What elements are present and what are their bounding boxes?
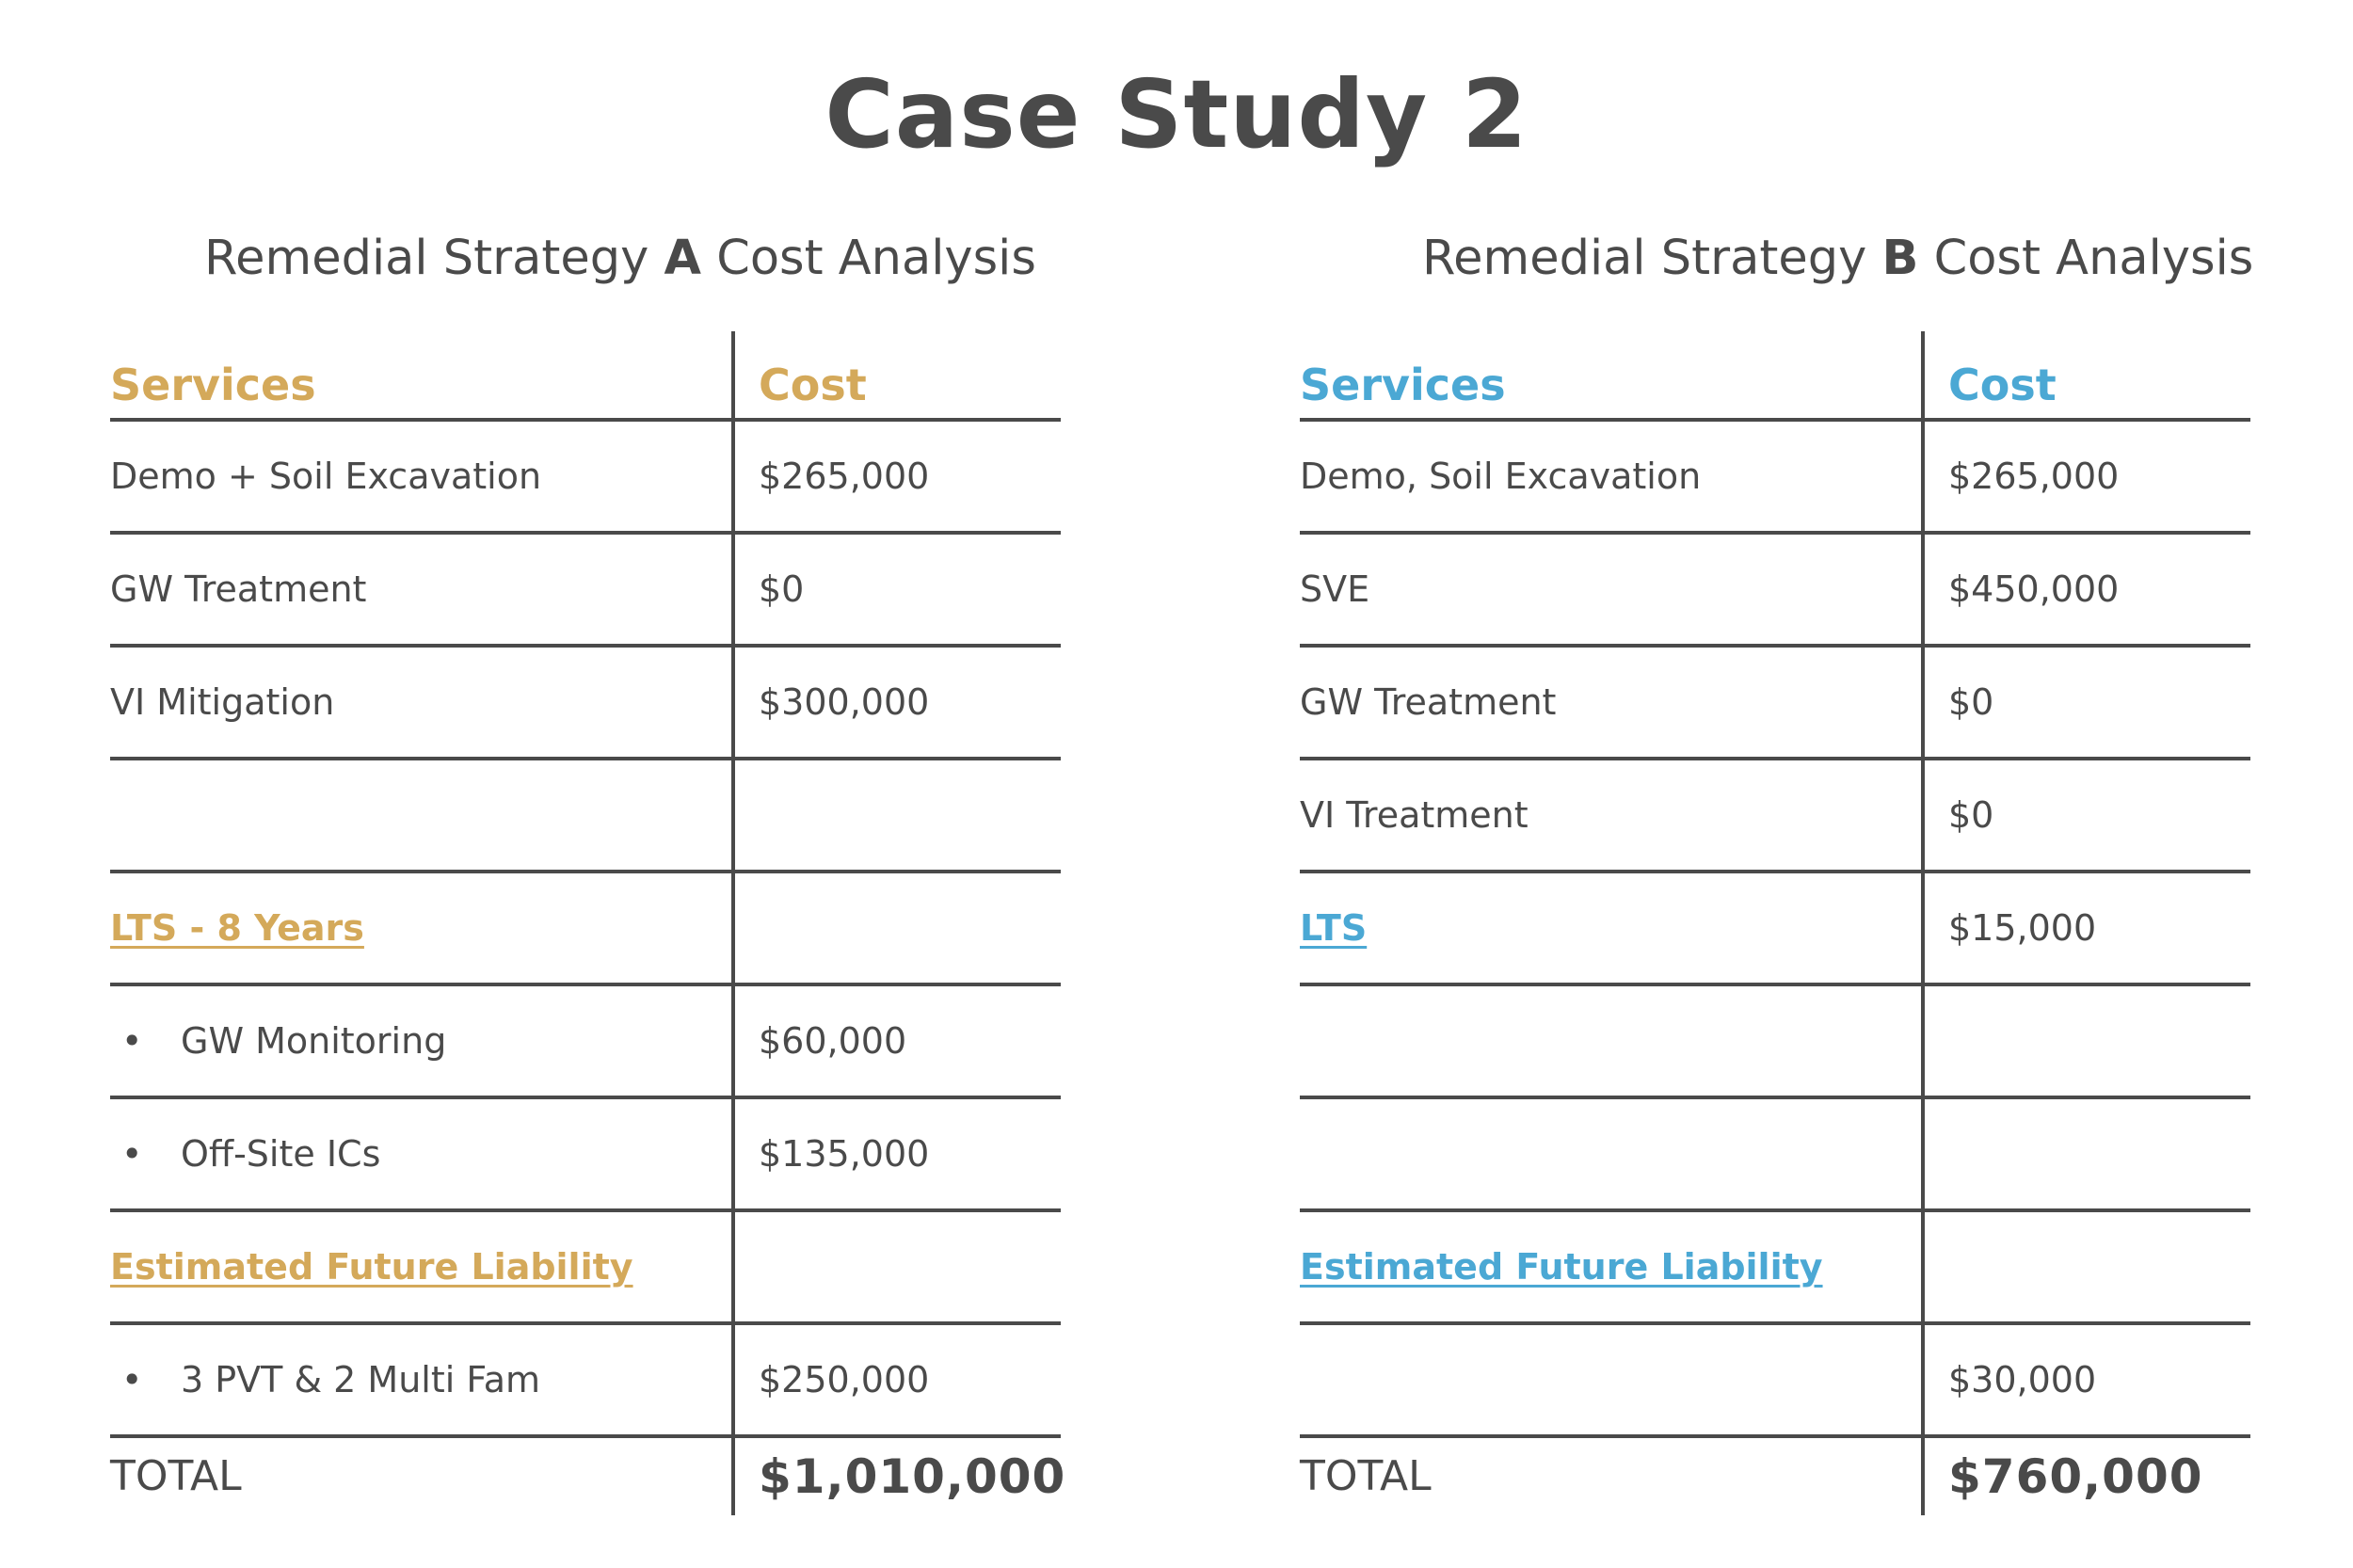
service-cell [1300,1325,1912,1434]
future-liability-link[interactable]: Estimated Future Liability [1300,1246,1823,1288]
cost-cell [1948,1099,2249,1208]
column-divider [1921,331,1925,1515]
future-liability-link[interactable]: Estimated Future Liability [110,1246,633,1288]
cost-cell: $30,000 [1948,1359,2097,1400]
table-header-row [110,331,1061,418]
service-cell: GW Monitoring [181,1020,447,1062]
cost-cell: $0 [1948,794,1994,836]
cost-cell: $250,000 [759,1359,930,1400]
heading-prefix: Remedial Strategy [1422,231,1867,286]
cost-cell: $0 [1948,681,1994,723]
cost-cell: $60,000 [759,1020,907,1062]
total-label: TOTAL [1300,1452,1432,1500]
cost-cell [759,873,1060,983]
cost-cell: $135,000 [759,1133,930,1175]
service-cell: VI Treatment [1300,794,1529,836]
heading-suffix: Cost Analysis [1933,231,2254,286]
service-cell: Demo, Soil Excavation [1300,456,1702,497]
strategy-b-cost-table [1300,331,2250,1515]
service-cell: GW Treatment [110,568,367,610]
service-cell [1300,986,1912,1096]
service-cell: SVE [1300,568,1370,610]
lts-section-link[interactable]: LTS [1300,907,1368,949]
total-value: $760,000 [1948,1449,2203,1504]
column-header-services: Services [110,360,316,410]
lts-section-link[interactable]: LTS - 8 Years [110,907,364,949]
heading-letter: A [664,231,701,286]
service-cell: GW Treatment [1300,681,1557,723]
page-title: Case Study 2 [824,59,1529,169]
cost-cell: $265,000 [1948,456,2120,497]
column-header-cost: Cost [1948,360,2057,410]
column-header-services: Services [1300,360,1506,410]
heading-suffix: Cost Analysis [716,231,1036,286]
heading-prefix: Remedial Strategy [204,231,649,286]
bullet-icon: • [121,1020,143,1062]
total-value: $1,010,000 [759,1449,1066,1504]
service-cell: Off-Site ICs [181,1133,381,1175]
service-cell: VI Mitigation [110,681,335,723]
service-cell: 3 PVT & 2 Multi Fam [181,1359,541,1400]
cost-cell: $450,000 [1948,568,2120,610]
cost-cell: $15,000 [1948,907,2097,949]
strategy-a-cost-table [110,331,1066,1515]
total-label: TOTAL [110,1452,242,1500]
cost-cell: $265,000 [759,456,930,497]
service-cell: Demo + Soil Excavation [110,456,542,497]
bullet-icon: • [121,1133,143,1175]
cost-cell [1948,986,2249,1096]
bullet-icon: • [121,1359,143,1400]
cost-cell: $0 [759,568,805,610]
strategy-a-heading [204,226,1036,292]
table-header-row [1300,331,2250,418]
column-divider [731,331,735,1515]
cost-cell [1948,1212,2249,1321]
cost-cell [759,760,1060,870]
column-header-cost: Cost [759,360,867,410]
heading-letter: B [1881,231,1919,286]
strategy-b-heading [1422,226,2253,292]
cost-cell [759,1212,1060,1321]
service-cell [110,760,722,870]
cost-cell: $300,000 [759,681,930,723]
service-cell [1300,1099,1912,1208]
